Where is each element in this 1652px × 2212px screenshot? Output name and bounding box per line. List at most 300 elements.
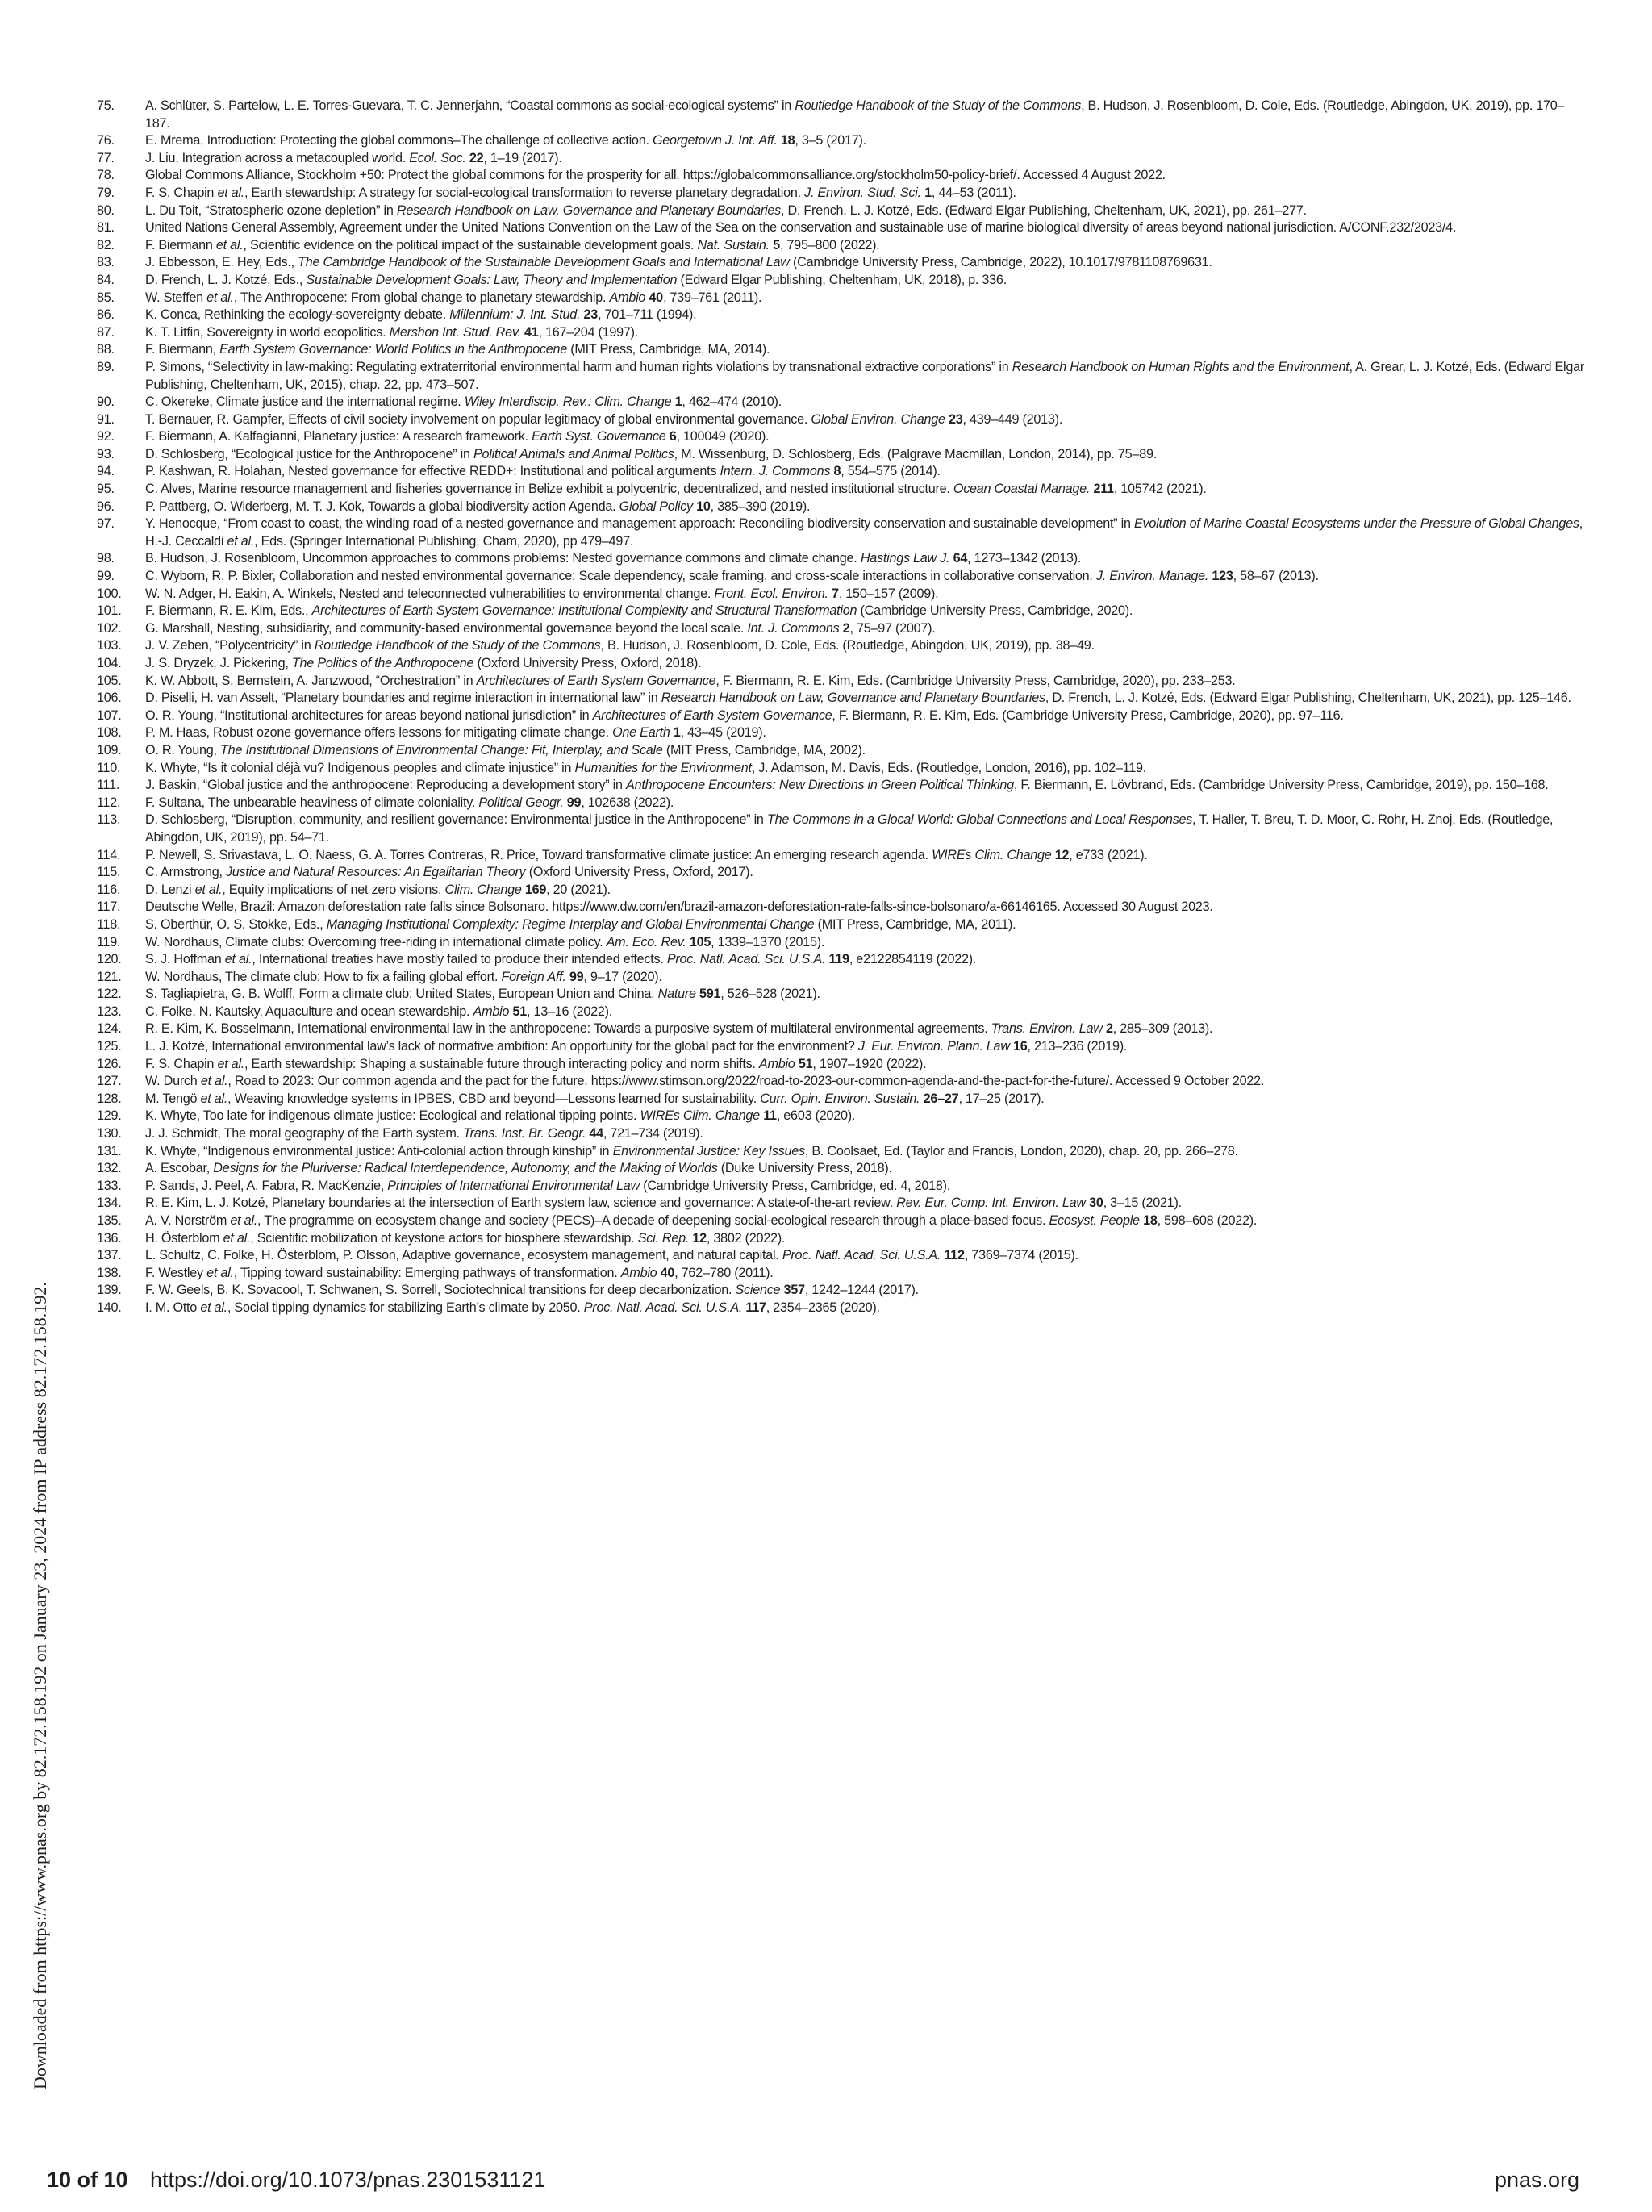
- reference-fragment: R. E. Kim, L. J. Kotzé, Planetary boundaries at the intersection of Earth system law, science and governance: A state-of-the-art review.: [145, 1196, 897, 1211]
- reference-fragment: (Cambridge University Press, Cambridge, 2020).: [857, 603, 1133, 619]
- reference-fragment: et al.: [223, 1230, 251, 1246]
- reference-fragment: Intern. J. Commons: [720, 464, 831, 479]
- reference-fragment: C. Armstrong,: [145, 865, 226, 880]
- reference-number: 85.: [97, 290, 115, 305]
- reference-fragment: Evolution of Marine Coastal Ecosystems under the Pressure of Global Changes: [1133, 516, 1579, 532]
- reference-text: [145, 307, 696, 322]
- reference-text: [145, 1179, 950, 1193]
- reference-fragment: Sustainable Development Goals: Law, Theory and Implementation: [306, 272, 678, 287]
- reference-number: 88.: [97, 342, 115, 357]
- reference-number: 107.: [97, 707, 122, 723]
- reference-fragment: Anthropocene Encounters: New Directions in Green Political Thinking: [626, 778, 1014, 793]
- reference-text: [145, 429, 769, 444]
- reference-fragment: , The programme on ecosystem change and society (PECS)–A decade of deepening social-ecological research through a place-based focus.: [257, 1213, 1049, 1228]
- reference-item: [97, 446, 1585, 464]
- reference-fragment: Curr. Opin. Environ. Sustain.: [760, 1091, 920, 1106]
- reference-number: 98.: [97, 551, 115, 566]
- reference-number: 119.: [97, 934, 121, 949]
- reference-number: 140.: [97, 1300, 122, 1315]
- reference-fragment: , 526–528 (2021).: [720, 987, 820, 1002]
- reference-item: [97, 307, 1585, 324]
- reference-fragment: et al.: [200, 1091, 228, 1106]
- reference-item: [97, 185, 1585, 202]
- reference-fragment: , M. Wissenburg, D. Schlosberg, Eds. (Palgrave Macmillan, London, 2014), pp. 75–89.: [674, 446, 1157, 461]
- reference-text: [145, 638, 1095, 653]
- reference-fragment: , 43–45 (2019).: [680, 725, 766, 741]
- reference-number: 127.: [97, 1074, 122, 1089]
- reference-fragment: Architectures of Earth System Governance: [592, 707, 832, 723]
- reference-item: [97, 847, 1585, 865]
- reference-number: 94.: [97, 464, 115, 479]
- reference-fragment: Trans. Inst. Br. Geogr.: [463, 1126, 586, 1141]
- reference-item: [97, 690, 1585, 707]
- reference-number: 103.: [97, 638, 122, 653]
- reference-text: [145, 186, 1016, 200]
- reference-text: [145, 238, 880, 253]
- doi-link[interactable]: https://doi.org/10.1073/pnas.2301531121: [150, 2168, 546, 2192]
- reference-text: [145, 899, 1213, 914]
- reference-fragment: The Politics of the Anthropocene: [291, 656, 474, 670]
- reference-number: 79.: [97, 185, 115, 200]
- reference-text: [145, 1231, 785, 1246]
- reference-fragment: O. R. Young, “Institutional architectures for areas beyond national jurisdiction” in: [145, 707, 593, 723]
- reference-fragment: S. J. Hoffman: [145, 952, 225, 967]
- reference-fragment: , e733 (2021).: [1069, 847, 1148, 862]
- reference-fragment: Environmental Justice: Key Issues: [612, 1143, 805, 1158]
- reference-number: 121.: [97, 969, 122, 984]
- reference-text: [145, 1091, 1044, 1106]
- reference-fragment: 30: [1089, 1196, 1103, 1211]
- reference-text: [145, 970, 662, 984]
- reference-item: [97, 1195, 1585, 1212]
- reference-text: [145, 778, 1548, 792]
- reference-fragment: Ambio: [758, 1056, 795, 1071]
- reference-fragment: K. Conca, Rethinking the ecology-sovereignty debate.: [145, 307, 450, 323]
- reference-text: [145, 499, 810, 514]
- reference-fragment: 99: [569, 969, 584, 984]
- reference-fragment: (Oxford University Press, Oxford, 2018).: [473, 656, 702, 670]
- reference-fragment: S. Oberthür, O. S. Stokke, Eds.,: [145, 916, 327, 932]
- reference-number: 114.: [97, 847, 121, 862]
- reference-item: [97, 655, 1585, 673]
- reference-fragment: Ecosyst. People: [1049, 1213, 1140, 1228]
- reference-fragment: , The Anthropocene: From global change to planetary stewardship.: [233, 290, 610, 305]
- reference-item: [97, 586, 1585, 603]
- reference-text: [145, 621, 936, 636]
- reference-fragment: 11: [763, 1108, 777, 1124]
- reference-number: 80.: [97, 202, 115, 218]
- reference-fragment: , 795–800 (2022).: [779, 237, 880, 253]
- reference-fragment: Millennium: J. Int. Stud.: [449, 307, 581, 323]
- reference-fragment: C. Okereke, Climate justice and the international regime.: [145, 394, 465, 410]
- reference-number: 93.: [97, 446, 115, 461]
- reference-text: [145, 725, 766, 740]
- reference-fragment: J. S. Dryzek, J. Pickering,: [145, 656, 292, 670]
- reference-item: [97, 777, 1585, 795]
- reference-fragment: Int. J. Commons: [747, 620, 840, 636]
- reference-text: [145, 516, 1583, 549]
- reference-text: [145, 412, 1062, 427]
- reference-fragment: F. Westley: [145, 1265, 207, 1280]
- reference-fragment: 18: [1143, 1213, 1158, 1228]
- reference-fragment: 23: [949, 411, 963, 427]
- reference-number: 90.: [97, 394, 115, 410]
- reference-fragment: W. Nordhaus, The climate club: How to fix a failing global effort.: [145, 969, 502, 984]
- reference-text: [145, 1074, 1264, 1088]
- reference-number: 126.: [97, 1056, 122, 1071]
- reference-fragment: , Eds. (Springer International Publishing, Cham, 2020), pp 479–497.: [254, 533, 634, 549]
- reference-item: [97, 934, 1585, 952]
- reference-text: [145, 1039, 1127, 1054]
- reference-fragment: 112: [944, 1248, 965, 1263]
- reference-item: [97, 290, 1585, 307]
- reference-fragment: 10: [696, 499, 711, 514]
- reference-fragment: , International treaties have mostly failed to produce their intended effects.: [252, 952, 667, 967]
- reference-fragment: , J. Adamson, M. Davis, Eds. (Routledge, London, 2016), pp. 102–119.: [751, 760, 1147, 775]
- reference-number: 138.: [97, 1265, 122, 1280]
- reference-number: 113.: [97, 812, 121, 828]
- reference-item: [97, 515, 1585, 550]
- reference-number: 81.: [97, 220, 115, 236]
- reference-fragment: , 44–53 (2011).: [931, 185, 1016, 200]
- reference-fragment: , 701–711 (1994).: [598, 307, 697, 323]
- reference-fragment: , B. Hudson, J. Rosenbloom, D. Cole, Eds. (Routledge, Abingdon, UK, 2019), pp. 170–187.: [145, 98, 1565, 131]
- reference-fragment: J. Baskin, “Global justice and the anthropocene: Reproducing a development story” in: [145, 778, 627, 793]
- reference-fragment: Wiley Interdiscip. Rev.: Clim. Change: [464, 394, 672, 410]
- reference-fragment: L. Schultz, C. Folke, H. Österblom, P. Olsson, Adaptive governance, ecosystem management, and natural capital.: [145, 1248, 782, 1263]
- page-number: 10 of 10: [47, 2168, 128, 2192]
- reference-item: [97, 707, 1585, 725]
- reference-number: 108.: [97, 725, 122, 741]
- reference-fragment: et al.: [206, 290, 234, 305]
- reference-fragment: One Earth: [612, 725, 670, 741]
- reference-number: 134.: [97, 1196, 122, 1211]
- reference-fragment: , 105742 (2021).: [1113, 482, 1207, 497]
- reference-fragment: , Scientific mobilization of keystone actors for biosphere stewardship.: [250, 1230, 638, 1246]
- reference-fragment: et al.: [217, 185, 245, 200]
- reference-fragment: D. Piselli, H. van Asselt, “Planetary boundaries and regime interaction in international law” in: [145, 691, 661, 706]
- reference-text: [145, 917, 1016, 932]
- reference-fragment: , 167–204 (1997).: [538, 324, 639, 340]
- reference-text: [145, 1021, 1212, 1036]
- reference-text: [145, 1004, 612, 1019]
- reference-number: 105.: [97, 673, 122, 688]
- reference-fragment: F. S. Chapin: [145, 185, 218, 200]
- reference-fragment: 591: [699, 987, 721, 1002]
- reference-fragment: , H.-J. Ceccaldi: [145, 516, 1583, 549]
- reference-fragment: H. Österblom: [145, 1230, 223, 1246]
- reference-fragment: D. French, L. J. Kotzé, Eds.,: [145, 272, 307, 287]
- reference-fragment: , 150–157 (2009).: [838, 586, 939, 601]
- reference-fragment: , 721–734 (2019).: [603, 1126, 703, 1141]
- reference-fragment: Y. Henocque, “From coast to coast, the winding road of a nested governance and management approach: Reconciling biodiversity conservation and sustainable development” in: [145, 516, 1134, 532]
- reference-fragment: Earth System Governance: World Politics in the Anthropocene: [219, 342, 568, 357]
- reference-fragment: 357: [783, 1283, 805, 1298]
- reference-fragment: et al.: [224, 952, 252, 967]
- reference-text: [145, 255, 1212, 269]
- reference-fragment: Georgetown J. Int. Aff.: [652, 133, 778, 148]
- reference-number: 110.: [97, 760, 121, 775]
- reference-fragment: , 102638 (2022).: [581, 795, 674, 810]
- reference-text: [145, 273, 1007, 287]
- reference-text: [145, 708, 1344, 723]
- reference-number: 135.: [97, 1213, 122, 1228]
- reference-item: [97, 637, 1585, 655]
- reference-item: [97, 411, 1585, 429]
- reference-item: [97, 167, 1585, 185]
- reference-number: 118.: [97, 916, 121, 932]
- reference-number: 116.: [97, 882, 121, 897]
- reference-text: [145, 342, 770, 357]
- reference-fragment: J. V. Zeben, “Polycentricity” in: [145, 638, 315, 653]
- reference-fragment: (Edward Elgar Publishing, Cheltenham, UK, 2018), p. 336.: [677, 272, 1007, 287]
- reference-fragment: , 739–761 (2011).: [662, 290, 762, 305]
- reference-fragment: (Oxford University Press, Oxford, 2017).: [525, 865, 753, 880]
- reference-item: [97, 428, 1585, 446]
- reference-item: [97, 550, 1585, 568]
- reference-fragment: , 462–474 (2010).: [682, 394, 782, 410]
- reference-fragment: , 213–236 (2019).: [1027, 1039, 1128, 1054]
- reference-fragment: , 9–17 (2020).: [583, 969, 662, 984]
- reference-fragment: The Cambridge Handbook of the Sustainable Development Goals and International Law: [298, 255, 790, 270]
- reference-item: [97, 951, 1585, 969]
- reference-fragment: et al.: [215, 237, 244, 253]
- reference-text: [145, 865, 753, 879]
- reference-fragment: I. M. Otto: [145, 1300, 201, 1315]
- reference-number: 137.: [97, 1248, 122, 1263]
- reference-fragment: 2: [1105, 1021, 1113, 1037]
- reference-item: [97, 899, 1585, 916]
- reference-fragment: Routledge Handbook of the Study of the Commons: [314, 638, 601, 653]
- reference-text: [145, 1057, 926, 1071]
- reference-text: [145, 952, 976, 966]
- reference-fragment: L. J. Kotzé, International environmental law’s lack of normative ambition: An opportunity for the global pact for the environment?: [145, 1039, 858, 1054]
- reference-fragment: , 1273–1342 (2013).: [967, 551, 1082, 566]
- reference-fragment: Proc. Natl. Acad. Sci. U.S.A.: [666, 952, 826, 967]
- reference-fragment: , 3802 (2022).: [706, 1230, 786, 1246]
- reference-text: [145, 325, 638, 340]
- reference-fragment: Ambio: [609, 290, 646, 305]
- reference-fragment: E. Mrema, Introduction: Protecting the global commons–The challenge of collective action.: [145, 133, 653, 148]
- reference-fragment: 16: [1013, 1039, 1028, 1054]
- reference-fragment: 6: [669, 429, 677, 444]
- reference-fragment: F. Biermann: [145, 237, 216, 253]
- reference-fragment: , F. Biermann, R. E. Kim, Eds. (Cambridge University Press, Cambridge, 2020), pp. 97–116.: [832, 707, 1344, 723]
- reference-text: [145, 203, 1307, 218]
- reference-fragment: Architectures of Earth System Governance: [476, 673, 716, 688]
- reference-fragment: T. Bernauer, R. Gampfer, Effects of civil society involvement on popular legitimacy of global environmental governance.: [145, 411, 811, 427]
- reference-fragment: , 17–25 (2017).: [958, 1091, 1045, 1106]
- reference-list: [97, 98, 1585, 1317]
- reference-fragment: Research Handbook on Law, Governance and Planetary Boundaries: [661, 691, 1045, 706]
- reference-fragment: W. Steffen: [145, 290, 207, 305]
- reference-fragment: , 385–390 (2019).: [710, 499, 811, 514]
- reference-item: [97, 724, 1585, 742]
- reference-text: [145, 151, 562, 165]
- reference-fragment: P. Simons, “Selectivity in law-making: Regulating extraterritorial environmental harm and human rights violations by transnational extractive corporations” in: [145, 359, 1012, 374]
- reference-fragment: Designs for the Pluriverse: Radical Interdependence, Autonomy, and the Making of Worlds: [213, 1161, 718, 1176]
- site-link[interactable]: pnas.org: [1494, 2168, 1579, 2192]
- reference-number: 95.: [97, 482, 115, 497]
- reference-fragment: 1: [673, 725, 681, 741]
- reference-number: 130.: [97, 1126, 122, 1141]
- reference-text: [145, 1161, 892, 1175]
- reference-fragment: Ecol. Soc.: [409, 150, 466, 165]
- reference-fragment: WIREs Clim. Change: [640, 1108, 760, 1124]
- reference-number: 77.: [97, 150, 115, 165]
- reference-item: [97, 499, 1585, 516]
- reference-item: [97, 1073, 1585, 1091]
- reference-fragment: , Scientific evidence on the political impact of the sustainable development goals.: [243, 237, 698, 253]
- reference-fragment: 5: [773, 237, 780, 253]
- reference-text: [145, 1196, 1182, 1210]
- reference-fragment: F. Biermann, A. Kalfagianni, Planetary justice: A research framework.: [145, 429, 532, 444]
- reference-item: [97, 219, 1585, 237]
- reference-number: 115.: [97, 865, 121, 880]
- reference-fragment: Global Environ. Change: [811, 411, 945, 427]
- reference-fragment: K. W. Abbott, S. Bernstein, A. Janzwood, “Orchestration” in: [145, 673, 477, 688]
- reference-fragment: G. Marshall, Nesting, subsidiarity, and community-based environmental governance beyond the local scale.: [145, 620, 748, 636]
- reference-item: [97, 986, 1585, 1004]
- reference-text: [145, 133, 866, 148]
- reference-fragment: F. S. Chapin: [145, 1056, 218, 1071]
- reference-fragment: , 554–575 (2014).: [841, 464, 941, 479]
- reference-number: 139.: [97, 1283, 122, 1298]
- reference-fragment: 40: [649, 290, 663, 305]
- reference-number: 97.: [97, 516, 115, 532]
- reference-item: [97, 916, 1585, 934]
- reference-fragment: , 3–15 (2021).: [1103, 1196, 1182, 1211]
- reference-text: [145, 1283, 919, 1297]
- reference-item: [97, 1178, 1585, 1196]
- reference-fragment: 117: [745, 1300, 766, 1315]
- reference-fragment: Deutsche Welle, Brazil: Amazon deforestation rate falls since Bolsonaro. https://www.dw.com/en/brazil-amazon-deforestation-rate-falls-since-bolsonaro/a-66146165. Accessed 30 August 2023.: [145, 899, 1213, 915]
- reference-fragment: P. Kashwan, R. Holahan, Nested governance for effective REDD+: Institutional and political arguments: [145, 464, 720, 479]
- reference-item: [97, 481, 1585, 499]
- reference-fragment: et al.: [217, 1056, 245, 1071]
- reference-number: 122.: [97, 987, 122, 1002]
- reference-item: [97, 864, 1585, 882]
- reference-fragment: Ambio: [473, 1004, 510, 1019]
- reference-fragment: (Cambridge University Press, Cambridge, 2022), 10.1017/9781108769631.: [789, 255, 1212, 270]
- reference-fragment: Principles of International Environmental Law: [387, 1178, 640, 1193]
- reference-fragment: Ocean Coastal Manage.: [953, 482, 1091, 497]
- reference-fragment: (MIT Press, Cambridge, MA, 2011).: [814, 916, 1016, 932]
- reference-item: [97, 150, 1585, 168]
- reference-fragment: , e2122854119 (2022).: [849, 952, 977, 967]
- reference-item: [97, 673, 1585, 691]
- reference-fragment: K. T. Litfin, Sovereignty in world ecopolitics.: [145, 324, 390, 340]
- reference-fragment: , 13–16 (2022).: [526, 1004, 612, 1019]
- reference-fragment: B. Hudson, J. Rosenbloom, Uncommon approaches to commons problems: Nested governance commons and climate change.: [145, 551, 861, 566]
- reference-fragment: (MIT Press, Cambridge, MA, 2014).: [567, 342, 770, 357]
- reference-text: [145, 447, 1157, 461]
- reference-fragment: Architectures of Earth System Governance: Institutional Complexity and Structural Transformation: [311, 603, 857, 619]
- reference-fragment: Global Policy: [619, 499, 693, 514]
- reference-fragment: Clim. Change: [444, 882, 522, 897]
- reference-fragment: D. Schlosberg, “Disruption, community, and resilient governance: Environmental justice in the Anthropocene” in: [145, 812, 767, 828]
- reference-fragment: , e603 (2020).: [776, 1108, 856, 1124]
- reference-text: [145, 656, 701, 670]
- reference-number: 87.: [97, 324, 115, 340]
- reference-fragment: , Earth stewardship: A strategy for social-ecological transformation to reverse planetary degradation.: [244, 185, 805, 200]
- reference-fragment: 40: [660, 1265, 675, 1280]
- reference-number: 101.: [97, 603, 122, 619]
- reference-number: 136.: [97, 1230, 122, 1246]
- reference-fragment: , B. Coolsaet, Ed. (Taylor and Francis, London, 2020), chap. 20, pp. 266–278.: [804, 1143, 1238, 1158]
- reference-fragment: W. N. Adger, H. Eakin, A. Winkels, Nested and teleconnected vulnerabilities to environmental change.: [145, 586, 715, 601]
- reference-fragment: , Weaving knowledge systems in IPBES, CBD and beyond—Lessons learned for sustainability.: [227, 1091, 761, 1106]
- reference-fragment: , A. Grear, L. J. Kotzé, Eds. (Edward Elgar Publishing, Cheltenham, UK, 2015), chap. 22, pp. 473–507.: [145, 359, 1585, 392]
- reference-fragment: Front. Ecol. Environ.: [714, 586, 828, 601]
- reference-text: [145, 883, 611, 897]
- reference-fragment: W. Durch: [145, 1074, 201, 1089]
- reference-fragment: Earth Syst. Governance: [532, 429, 666, 444]
- reference-text: [145, 1266, 774, 1280]
- reference-number: 102.: [97, 620, 122, 636]
- reference-fragment: , Equity implications of net zero visions.: [222, 882, 445, 897]
- reference-fragment: United Nations General Assembly, Agreement under the United Nations Convention on the Law of the Sea on the conservation and sustainable use of marine biological diversity of areas beyond national jurisdiction. A/CONF.232/2023/4.: [145, 220, 1457, 236]
- reference-fragment: J. Ebbesson, E. Hey, Eds.,: [145, 255, 298, 270]
- reference-fragment: , F. Biermann, E. Lövbrand, Eds. (Cambridge University Press, Cambridge, 2019), pp. 150–168.: [1013, 778, 1549, 793]
- reference-fragment: et al.: [200, 1074, 228, 1089]
- reference-text: [145, 812, 1553, 845]
- reference-fragment: 123: [1212, 569, 1233, 584]
- reference-text: [145, 1248, 1078, 1263]
- reference-fragment: Justice and Natural Resources: An Egalitarian Theory: [225, 865, 526, 880]
- reference-fragment: F. W. Geels, B. K. Sovacool, T. Schwanen, S. Sorrell, Sociotechnical transitions for deep decarbonization.: [145, 1283, 736, 1298]
- reference-fragment: 211: [1093, 482, 1114, 497]
- reference-fragment: , Tipping toward sustainability: Emerging pathways of transformation.: [233, 1265, 621, 1280]
- reference-item: [97, 1265, 1585, 1283]
- reference-fragment: 169: [524, 882, 547, 897]
- reference-text: [145, 603, 1133, 618]
- reference-fragment: et al.: [200, 1300, 227, 1315]
- reference-fragment: 51: [512, 1004, 527, 1019]
- reference-fragment: et al.: [230, 1213, 258, 1228]
- reference-fragment: Science: [735, 1283, 781, 1298]
- reference-number: 82.: [97, 237, 115, 253]
- reference-number: 76.: [97, 133, 115, 148]
- reference-fragment: , F. Biermann, R. E. Kim, Eds. (Cambridge University Press, Cambridge, 2020), pp. 233–253.: [715, 673, 1236, 688]
- reference-text: [145, 987, 820, 1001]
- reference-fragment: 2: [842, 620, 850, 636]
- reference-fragment: C. Folke, N. Kautsky, Aquaculture and ocean stewardship.: [145, 1004, 473, 1019]
- reference-fragment: 1: [924, 185, 932, 200]
- reference-fragment: 23: [583, 307, 599, 323]
- reference-number: 104.: [97, 656, 122, 670]
- reference-text: [145, 464, 941, 478]
- reference-item: [97, 1143, 1585, 1161]
- reference-fragment: Foreign Aff.: [501, 969, 566, 984]
- reference-fragment: S. Tagliapietra, G. B. Wolff, Form a climate club: United States, European Union and China.: [145, 987, 658, 1002]
- reference-number: 91.: [97, 411, 115, 427]
- reference-item: [97, 1020, 1585, 1038]
- reference-fragment: , D. French, L. J. Kotzé, Eds. (Edward Elgar Publishing, Cheltenham, UK, 2021), pp. 125–146.: [1045, 691, 1571, 706]
- reference-text: [145, 290, 761, 305]
- reference-fragment: 64: [953, 551, 968, 566]
- reference-fragment: , 3–5 (2017).: [795, 133, 866, 148]
- reference-item: [97, 1004, 1585, 1021]
- reference-text: [145, 168, 1166, 182]
- reference-number: 128.: [97, 1091, 122, 1106]
- reference-number: 109.: [97, 742, 122, 758]
- reference-number: 106.: [97, 691, 122, 706]
- reference-text: [145, 674, 1236, 688]
- reference-item: [97, 237, 1585, 255]
- reference-number: 131.: [97, 1143, 122, 1158]
- reference-item: [97, 359, 1585, 394]
